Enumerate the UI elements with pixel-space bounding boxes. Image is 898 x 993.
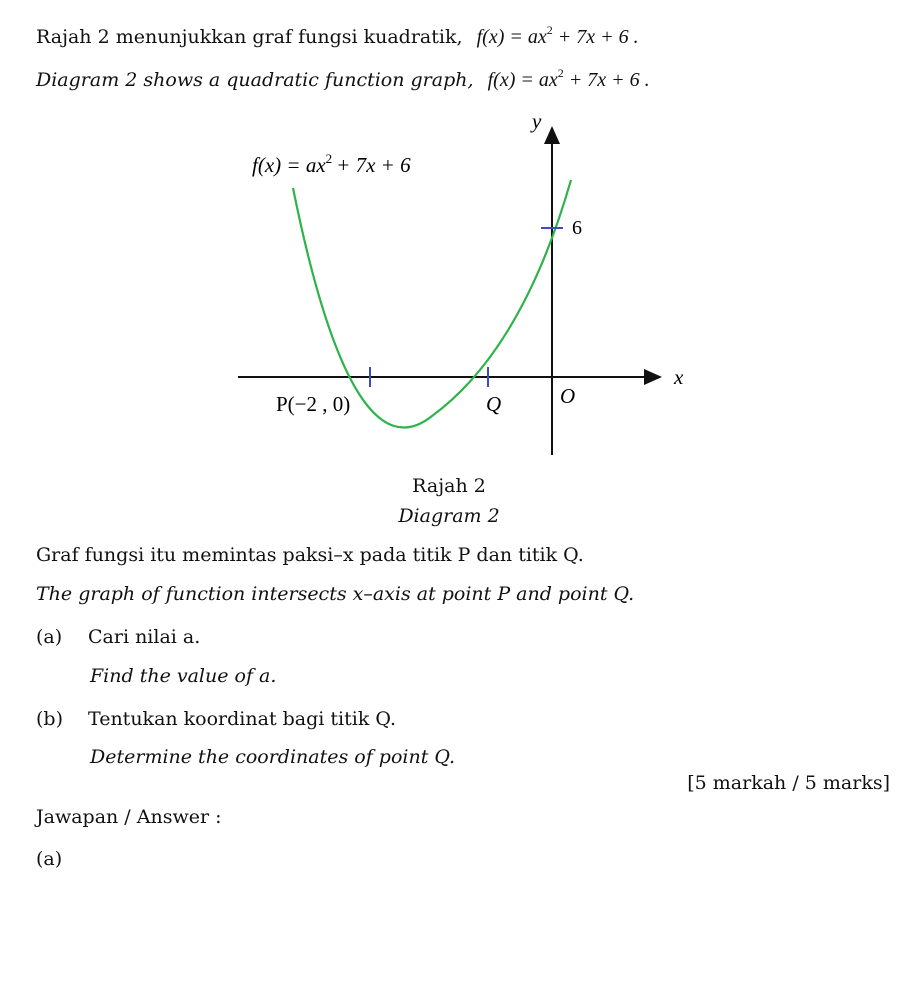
curve-label: $f(x) = ax^2 + 7x + 6$	[252, 151, 411, 177]
question-a-en: Find the value of a.	[90, 665, 277, 687]
question-b-ms-text: Tentukan koordinat bagi titik Q.	[88, 708, 397, 730]
answer-label: Jawapan / Answer :	[36, 806, 222, 828]
intro-ms-text: Rajah 2 menunjukkan graf fungsi kuadratik,	[36, 26, 463, 48]
question-a-ms-text: Cari nilai a.	[88, 626, 201, 648]
point-p-label: P(−2 , 0)	[276, 392, 351, 416]
intro-en	[36, 61, 650, 92]
question-b-ms	[36, 707, 396, 731]
diagram-caption-en: Diagram 2	[398, 505, 500, 527]
intro-ms	[36, 18, 639, 49]
x-axis-label: x	[674, 365, 684, 389]
question-b-en: Determine the coordinates of point Q.	[90, 746, 456, 768]
question-a-number: (a)	[36, 626, 63, 648]
question-b-number: (b)	[36, 708, 63, 730]
point-q-label: Q	[486, 392, 502, 416]
intro-en-text: Diagram 2 shows a quadratic function graph,	[36, 69, 474, 91]
answer-part-a: (a)	[36, 848, 63, 870]
statement-en: The graph of function intersects x–axis at point P and point Q.	[36, 583, 635, 605]
diagram-caption-ms: Rajah 2	[412, 475, 486, 497]
intro-ms-function: $f(x) = ax^2 + 7x + 6$ .	[476, 23, 639, 48]
parabola-curve	[293, 180, 571, 428]
y-axis-label: y	[532, 109, 542, 133]
y-intercept-label: 6	[572, 217, 582, 239]
intro-en-function: $f(x) = ax^2 + 7x + 6$ .	[487, 66, 650, 91]
marks-label: [5 markah / 5 marks]	[687, 772, 890, 794]
statement-ms: Graf fungsi itu memintas paksi–x pada titik P dan titik Q.	[36, 544, 584, 566]
origin-label: O	[560, 384, 576, 408]
question-a-ms	[36, 625, 200, 649]
